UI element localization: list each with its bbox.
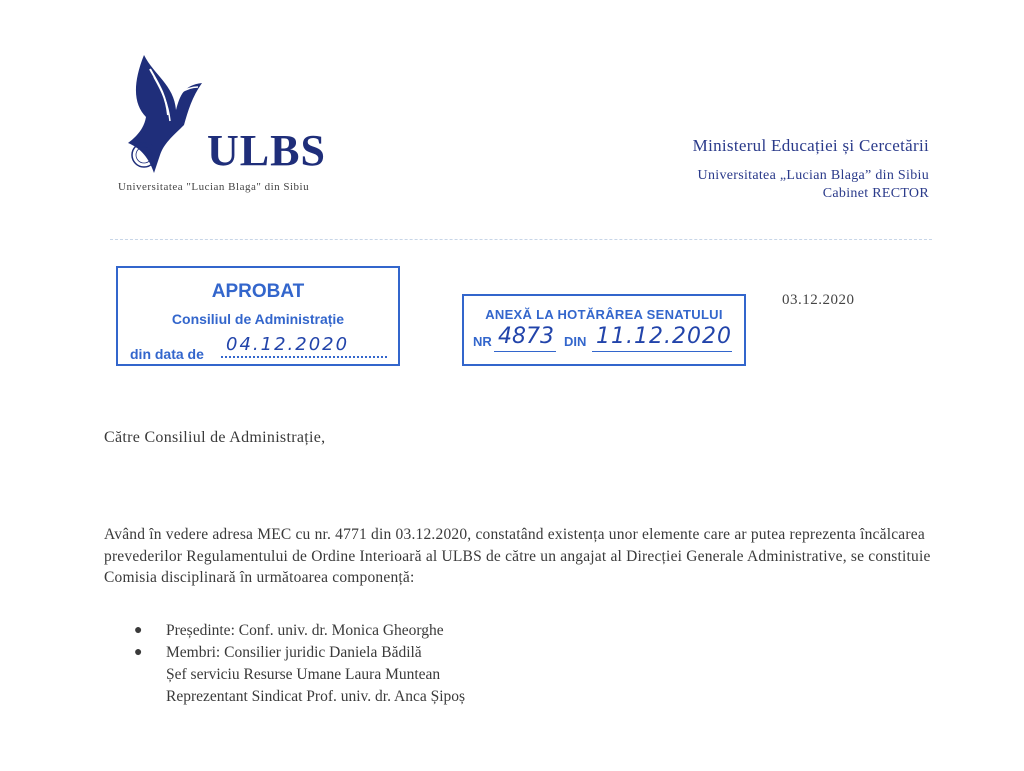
approval-stamp-dotted-line (221, 356, 387, 358)
member-hr-head: Șef serviciu Resurse Umane Laura Muntean (166, 666, 441, 683)
annex-stamp-date-line (592, 351, 732, 352)
body-paragraph (104, 524, 934, 589)
university-logo (112, 55, 372, 205)
logo-wordmark: ULBS (207, 126, 326, 175)
eagle-emblem-icon (114, 55, 206, 175)
letterhead-right (693, 136, 929, 202)
logo-subtitle: Universitatea "Lucian Blaga" din Sibiu (118, 181, 310, 193)
university-name: Universitatea „Lucian Blaga” din Sibiu (697, 168, 929, 183)
body-paragraph-text: Având în vedere adresa MEC cu nr. 4771 din 03.12.2020, constatând existența unor elemente care ar putea reprezenta încălcarea prevederilor Regulamentului de Ordine Interioară al ULBS de către un angajat al Direcției Generale Administrative, se constituie Comisia disciplinară în următoarea componență: (104, 526, 931, 586)
annex-stamp-nr-line (494, 351, 556, 352)
bullet-icon: ● (134, 645, 143, 660)
approval-stamp-subtitle: Consiliul de Administrație (171, 311, 345, 327)
header-divider (110, 239, 932, 240)
list-item (134, 686, 465, 708)
annex-stamp-handwritten-date: 11.12.2020 (596, 324, 732, 349)
document-date: 03.12.2020 (782, 292, 855, 308)
cabinet-name: Cabinet RECTOR (822, 186, 929, 201)
ministry-name: Ministerul Educației și Cercetării (692, 136, 929, 155)
list-item (134, 642, 465, 664)
approval-stamp-title: APROBAT (211, 281, 305, 302)
approval-stamp-date-label: din data de (130, 346, 204, 362)
annex-stamp-title: ANEXĂ LA HOTĂRÂREA SENATULUI (485, 307, 723, 322)
list-item (134, 664, 465, 686)
commission-member-list (134, 620, 465, 708)
annex-stamp-din-label: DIN (564, 334, 587, 349)
annex-stamp-nr-label: NR (473, 334, 492, 349)
approval-stamp-handwritten-date: 04.12.2020 (226, 334, 350, 355)
approval-stamp (116, 266, 400, 366)
list-item (134, 620, 465, 642)
annex-stamp (462, 294, 746, 366)
bullet-icon: ● (134, 623, 143, 638)
addressee-line: Către Consiliul de Administrație, (104, 429, 326, 446)
annex-stamp-handwritten-number: 4873 (498, 324, 554, 349)
member-legal-advisor: Membri: Consilier juridic Daniela Bădilă (166, 644, 422, 661)
member-president: Președinte: Conf. univ. dr. Monica Gheorghe (166, 622, 444, 639)
member-union-rep: Reprezentant Sindicat Prof. univ. dr. Anca Șipoș (166, 688, 466, 705)
